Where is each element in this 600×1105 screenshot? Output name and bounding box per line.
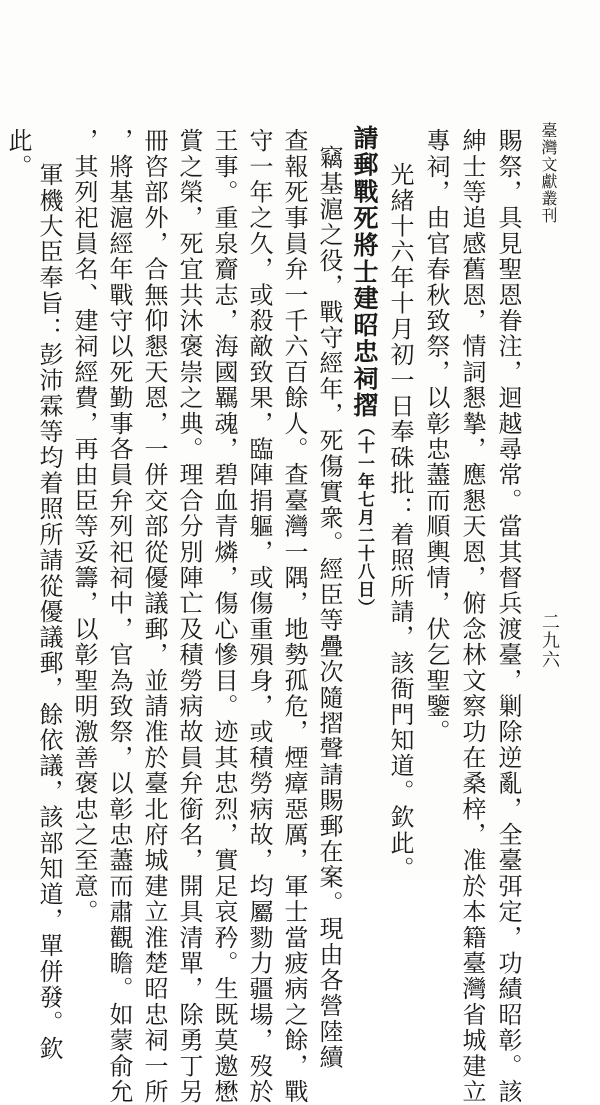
text-column-6: 查報死事員弁一千六百餘人。查臺灣一隅，地勢孤危，煙瘴惡厲，軍士當疲病之餘，戰 [280,128,308,1105]
series-title: 臺灣文獻叢刊 [539,122,558,224]
text-column-10: 冊咨部外，合無仰懇天恩，一併交部從優議郵，並請准於臺北府城建立淮楚昭忠祠一所 [140,128,168,1105]
text-column-8: 王事。重泉齎志，海國羈魂，碧血青燐，傷心慘目。迹其忠烈，實足哀矜。生既莫邀懋 [210,128,238,1105]
text-column-1: 賜祭，具見聖恩眷注，迴越尋常。當其督兵渡臺，剿除逆亂，全臺弭定，功績昭彰。該 [494,128,522,1105]
text-column-5: 竊基滬之役，戰守經年，死傷實衆。經臣等疊次隨摺聲請賜郵在案。現由各營陸續 [315,145,343,1071]
memorial-title [352,125,377,617]
memorial-title-date: （十一年七月二十八日） [354,418,374,617]
text-column-14: 此。 [4,128,32,180]
text-column-13: 軍機大臣奉旨：彭沛霖等均着照所請從優議郵，餘依議，該部知道，單併發。欽 [35,162,63,1062]
text-column-9: 賞之榮，死宜共沐褒崇之典。理合分別陣亡及積勞病故員弁銜名，開具清單，除勇丁另 [175,128,203,1105]
text-column-7: 守一年之久，或殺敵致果，臨陣捐軀，或傷重殞身，或積勞病故，均屬勠力疆場，歿於 [245,128,273,1105]
memorial-title-main: 請郵戰死將士建昭忠祠摺 [350,125,379,419]
text-column-11: ，將基滬經年戰守以死勤事各員弁列祀祠中，官為致祭，以彰忠藎而肅觀瞻。如蒙俞允 [105,128,133,1105]
text-column-3: 專祠，由官春秋致祭，以彰忠藎而順輿情，伏乞聖鑒。 [422,128,450,745]
text-column-4: 光緒十六年十月初一日奉硃批：着照所請，該衙門知道。欽此。 [386,162,414,882]
text-column-2: 紳士等追感舊恩，情詞懇摯，應懇天恩，俯念林文察功在桑梓，准於本籍臺灣省城建立 [458,128,486,1105]
text-column-12: ，其列祀員名、建祠經費，再由臣等妥籌，以彰聖明激善褒忠之至意。 [70,128,98,925]
page-number: 二九六 [539,612,560,669]
